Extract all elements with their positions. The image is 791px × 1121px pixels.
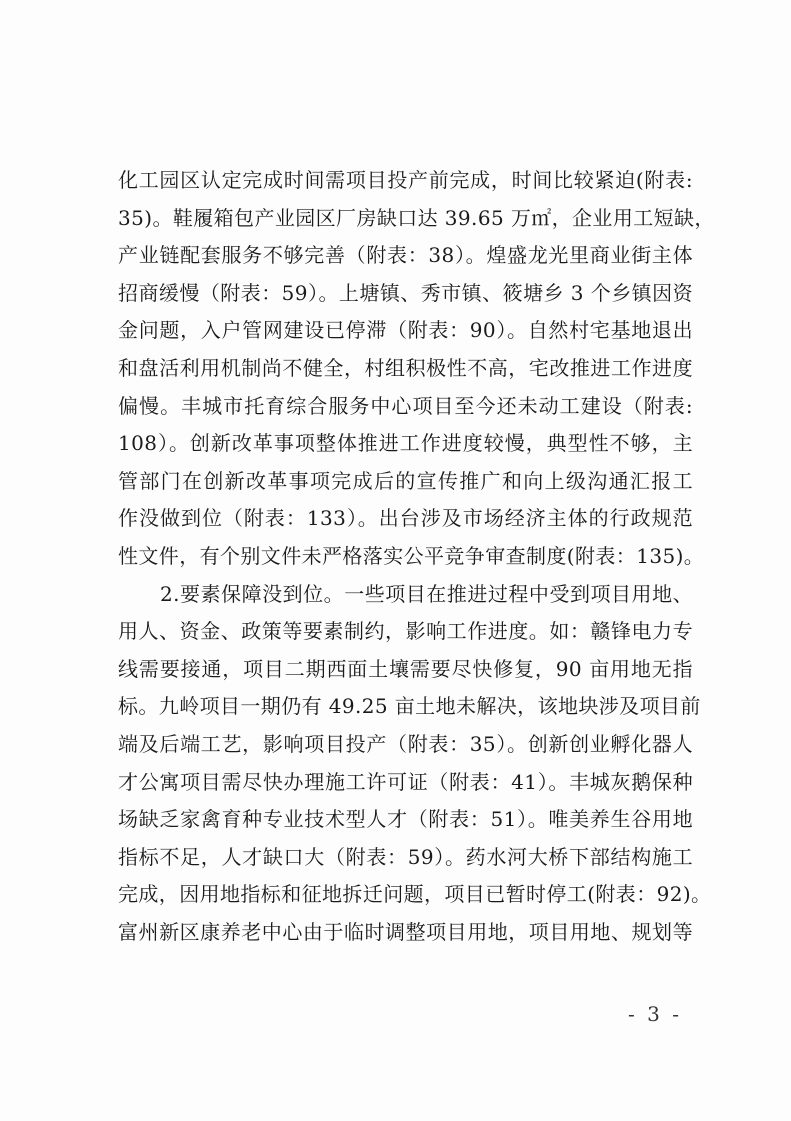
text-line: 完成，因用地指标和征地拆迁问题，项目已暂时停工(附表：92)。	[118, 882, 712, 907]
text-line: 用人、资金、政策等要素制约，影响工作进度。如：赣锋电力专	[118, 619, 693, 644]
text-line: 性文件，有个别文件未严格落实公平竞争审查制度(附表：135)。	[118, 543, 705, 568]
text-line: 2.要素保障没到位。一些项目在推进过程中受到项目用地、	[160, 581, 693, 606]
body-text	[118, 162, 715, 951]
text-line: 线需要接通，项目二期西面土壤需要尽快修复，90 亩用地无指	[118, 656, 693, 681]
text-line: 标。九岭项目一期仍有 49.25 亩土地未解决，该地块涉及项目前	[118, 694, 701, 719]
text-line: 才公寓项目需尽快办理施工许可证（附表：41）。丰城灰鹅保种	[118, 769, 693, 794]
text-line: 金问题，入户管网建设已停滞（附表：90）。自然村宅基地退出	[118, 318, 693, 343]
text-line: 化工园区认定完成时间需项目投产前完成，时间比较紧迫(附表:	[118, 168, 693, 192]
text-line: 管部门在创新改革事项完成后的宣传推广和向上级沟通汇报工	[118, 468, 693, 493]
text-line: 作没做到位（附表：133）。出台涉及市场经济主体的行政规范	[118, 506, 693, 531]
text-line: 指标不足，人才缺口大（附表：59）。药水河大桥下部结构施工	[118, 844, 693, 869]
text-line: 偏慢。丰城市托育综合服务中心项目至今还未动工建设（附表:	[118, 393, 693, 418]
page-number: - 3 -	[628, 1002, 682, 1026]
text-line: 35)。鞋履箱包产业园区厂房缺口达 39.65 万㎡，企业用工短缺，	[118, 205, 715, 230]
text-line: 和盘活利用机制尚不健全，村组积极性不高，宅改推进工作进度	[118, 355, 693, 380]
text-line: 108）。创新改革事项整体推进工作进度较慢，典型性不够，主	[118, 431, 693, 456]
text-line: 场缺乏家禽育种专业技术型人才（附表：51）。唯美养生谷用地	[118, 807, 693, 832]
text-line: 招商缓慢（附表：59）。上塘镇、秀市镇、筱塘乡 3 个乡镇因资	[118, 280, 693, 305]
text-line: 富州新区康养老中心由于临时调整项目用地，项目用地、规划等	[118, 919, 693, 944]
text-line: 端及后端工艺，影响项目投产（附表：35）。创新创业孵化器人	[118, 731, 693, 756]
text-line: 产业链配套服务不够完善（附表：38）。煌盛龙光里商业街主体	[118, 243, 693, 268]
